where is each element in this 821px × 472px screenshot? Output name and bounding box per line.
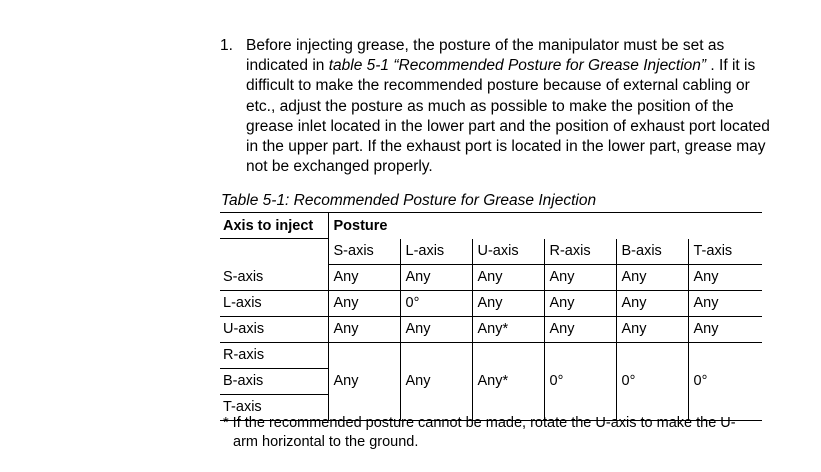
table-cell: Any* (472, 342, 544, 420)
column-header: B-axis (616, 239, 688, 265)
step-text (246, 36, 780, 177)
table-cell: Any (472, 290, 544, 316)
column-header: T-axis (688, 239, 762, 265)
table-cell: Any (688, 264, 762, 290)
row-axis: B-axis (220, 368, 328, 394)
row-axis: T-axis (220, 394, 328, 420)
table-cell: Any (328, 316, 400, 342)
grease-posture-table (220, 212, 762, 421)
table-reference-link[interactable]: table 5-1 “Recommended Posture for Grease Injection” (328, 57, 711, 75)
table-cell: Any (544, 316, 616, 342)
table-cell: Any (688, 290, 762, 316)
header-posture: Posture (328, 213, 762, 239)
table-cell: Any (472, 264, 544, 290)
table-cell: 0° (400, 290, 472, 316)
footnote-line: * If the recommended posture cannot be made, rotate the U-axis to make the U- (223, 415, 736, 431)
table-cell: Any (616, 264, 688, 290)
row-axis: L-axis (220, 290, 328, 316)
table-row (220, 342, 762, 368)
table-cell: Any* (472, 316, 544, 342)
footnote-line: arm horizontal to the ground. (233, 434, 419, 450)
table-row (220, 264, 762, 290)
table-cell: 0° (616, 342, 688, 420)
table-cell: Any (400, 342, 472, 420)
step-number: 1. (220, 37, 233, 54)
column-header: R-axis (544, 239, 616, 265)
table-cell: Any (328, 342, 400, 420)
step-text-after: . If it is difficult to make the recommended posture because of external cabling or etc., adjust the posture as much as possible to make the position of the grease inlet located in the lower part and the position of exhaust port located in the upper part. If the exhaust port is located in the lower part, grease may not be exchanged properly. (246, 57, 770, 176)
column-header: U-axis (472, 239, 544, 265)
table-row (220, 290, 762, 316)
row-axis: S-axis (220, 264, 328, 290)
instruction-step (220, 36, 780, 177)
table-footnote (223, 414, 763, 452)
column-header: S-axis (328, 239, 400, 265)
header-blank (220, 239, 328, 265)
table-cell: Any (616, 290, 688, 316)
table-caption: Table 5-1: Recommended Posture for Grease Injection (221, 192, 597, 209)
table-cell: Any (400, 316, 472, 342)
row-axis: R-axis (220, 342, 328, 368)
table-cell: 0° (544, 342, 616, 420)
row-axis: U-axis (220, 316, 328, 342)
table-cell: Any (616, 316, 688, 342)
table-cell: Any (328, 290, 400, 316)
table-cell: Any (328, 264, 400, 290)
table-cell: Any (400, 264, 472, 290)
column-header: L-axis (400, 239, 472, 265)
header-axis-to-inject: Axis to inject (220, 213, 328, 239)
table-cell: Any (688, 316, 762, 342)
table-cell: Any (544, 264, 616, 290)
table-cell: 0° (688, 342, 762, 420)
table-row (220, 316, 762, 342)
step-text-before: Before injecting grease, the posture of the manipulator must be set as indicated in (246, 37, 725, 75)
table-cell: Any (544, 290, 616, 316)
